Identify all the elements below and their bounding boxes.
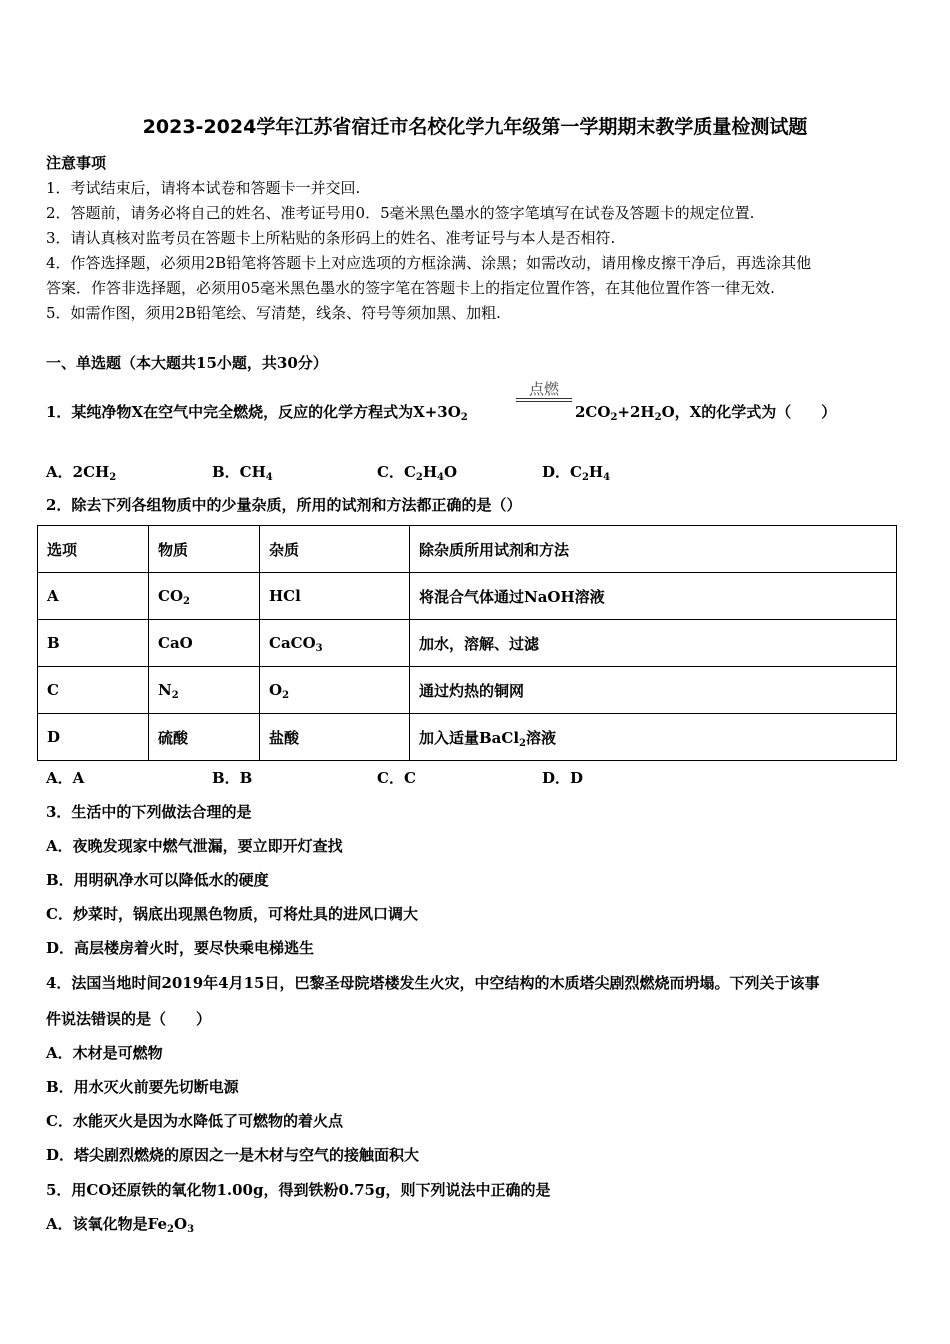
- table-row: [38, 714, 897, 761]
- option-a[interactable]: A．夜晚发现家中燃气泄漏，要立即开灯查找: [46, 837, 343, 855]
- table-cell: D: [38, 714, 149, 761]
- option-b[interactable]: B．用水灭火前要先切断电源: [46, 1078, 239, 1096]
- question-2-stem: 2．除去下列各组物质中的少量杂质，所用的试剂和方法都正确的是（）: [46, 496, 522, 514]
- table-cell: 加入适量BaCl$_2$溶液: [410, 714, 897, 761]
- table-cell: CaCO$_3$: [260, 620, 410, 667]
- table-cell: C: [38, 667, 149, 714]
- option-a[interactable]: A．该氧化物是$Fe_2O_3$: [46, 1215, 195, 1235]
- option-b[interactable]: B．用明矾净水可以降低水的硬度: [46, 871, 269, 889]
- table-row: [38, 620, 897, 667]
- table-cell: 硫酸: [149, 714, 260, 761]
- option-d[interactable]: D．高层楼房着火时，要尽快乘电梯逃生: [46, 939, 315, 957]
- option-a[interactable]: A．木材是可燃物: [46, 1044, 163, 1062]
- table-cell: 盐酸: [260, 714, 410, 761]
- notice-heading: 注意事项: [46, 154, 107, 172]
- question-3-stem: 3．生活中的下列做法合理的是: [46, 803, 252, 821]
- option-d[interactable]: D．$C_2H_4$: [542, 463, 611, 483]
- table-header-cell: 除杂质所用试剂和方法: [410, 526, 897, 573]
- table-header-row: [38, 526, 897, 573]
- notice-item: 4．作答选择题，必须用2B铅笔将答题卡上对应选项的方框涂满、涂黑；如需改动，请用橡皮擦干净后，再选涂其他: [46, 254, 812, 272]
- notice-item: 2．答题前，请务必将自己的姓名、准考证号用0．5毫米黑色墨水的签字笔填写在试卷及答题卡的规定位置.: [46, 204, 755, 222]
- table-cell: 加水，溶解、过滤: [410, 620, 897, 667]
- document-title: 2023-2024学年江苏省宿迁市名校化学九年级第一学期期末教学质量检测试题: [142, 116, 808, 138]
- question-4-stem-continued: 件说法错误的是（ ）: [46, 1010, 212, 1028]
- section-heading: 一、单选题（本大题共15小题，共30分）: [46, 354, 328, 372]
- question-1-stem-right: $2CO_2+2H_2O$，X的化学式为（ ）: [575, 403, 837, 423]
- option-a[interactable]: A．$2CH_2$: [46, 463, 117, 483]
- table-cell: $CO_2$: [149, 573, 260, 620]
- question-2-table: [37, 525, 897, 761]
- notice-item: 5．如需作图，须用2B铅笔绘、写清楚，线条、符号等须加黑、加粗.: [46, 304, 501, 322]
- option-c[interactable]: C．炒菜时，锅底出现黑色物质，可将灶具的进风口调大: [46, 905, 418, 923]
- equation-line: [516, 401, 572, 402]
- notice-item: 答案．作答非选择题，必须用05毫米黑色墨水的签字笔在答题卡上的指定位置作答，在其他位置作答一律无效.: [46, 279, 775, 297]
- option-b[interactable]: B．$CH_4$: [212, 463, 273, 483]
- table-cell: 将混合气体通过NaOH溶液: [410, 573, 897, 620]
- question-5-stem: 5．用CO还原铁的氧化物1.00g，得到铁粉0.75g，则下列说法中正确的是: [46, 1181, 551, 1199]
- equation-line: [516, 398, 572, 399]
- table-header-cell: 物质: [149, 526, 260, 573]
- option-c[interactable]: C．$C_2H_4O$: [377, 463, 458, 483]
- table-header-cell: 选项: [38, 526, 149, 573]
- table-header-cell: 杂质: [260, 526, 410, 573]
- reaction-condition: 点燃: [528, 380, 559, 398]
- question-4-stem: 4．法国当地时间2019年4月15日，巴黎圣母院塔楼发生火灾，中空结构的木质塔尖剧烈燃烧而坍塌。下列关于该事: [46, 974, 820, 992]
- table-row: [38, 667, 897, 714]
- table-cell: CaO: [149, 620, 260, 667]
- question-1-stem: 1．某纯净物X在空气中完全燃烧，反应的化学方程式为$X+3O_2$: [46, 403, 468, 423]
- option-c[interactable]: C．水能灭火是因为水降低了可燃物的着火点: [46, 1112, 343, 1130]
- table-cell: $N_2$: [149, 667, 260, 714]
- table-cell: A: [38, 573, 149, 620]
- table-cell: $O_2$: [260, 667, 410, 714]
- option-d[interactable]: D．塔尖剧烈燃烧的原因之一是木材与空气的接触面积大: [46, 1146, 420, 1164]
- table-cell: 通过灼热的铜网: [410, 667, 897, 714]
- notice-item: 1．考试结束后，请将本试卷和答题卡一并交回.: [46, 179, 361, 197]
- option-c[interactable]: C．C: [377, 769, 416, 787]
- table-cell: B: [38, 620, 149, 667]
- option-a[interactable]: A．A: [46, 769, 85, 787]
- option-d[interactable]: D．D: [542, 769, 584, 787]
- table-row: [38, 573, 897, 620]
- notice-item: 3．请认真核对监考员在答题卡上所粘贴的条形码上的姓名、准考证号与本人是否相符.: [46, 229, 616, 247]
- table-cell: HCl: [260, 573, 410, 620]
- option-b[interactable]: B．B: [212, 769, 253, 787]
